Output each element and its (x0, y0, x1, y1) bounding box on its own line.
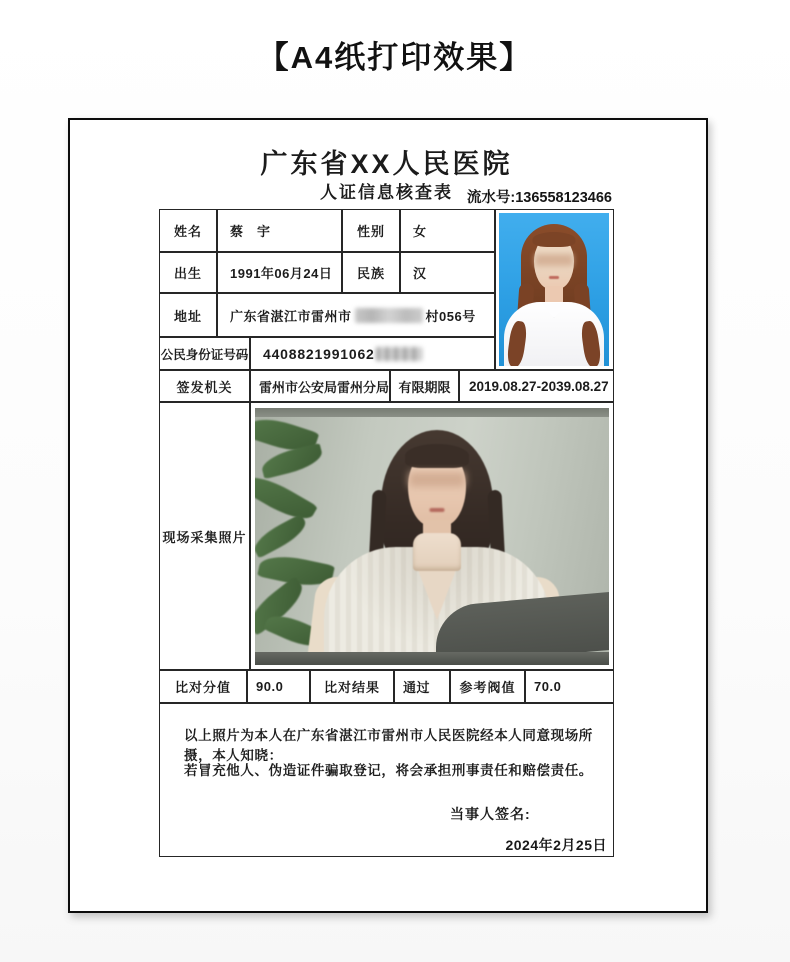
birth-label-cell: 出生 (159, 252, 217, 293)
score-label-cell: 比对分值 (159, 670, 247, 703)
address-label-cell: 地址 (159, 293, 217, 337)
id-photo-bangs (533, 232, 576, 247)
photo-top-band (255, 408, 609, 417)
plant-leaf (255, 514, 310, 559)
score-value-cell: 90.0 (247, 670, 310, 703)
id-number-visible: 4408821991062 (263, 345, 375, 362)
id-number-value-cell (250, 337, 495, 370)
document-page (68, 118, 708, 913)
threshold-label-cell: 参考阀值 (450, 670, 525, 703)
statement-cell (159, 703, 614, 857)
name-value-cell: 蔡 宇 (217, 209, 342, 252)
form-title: 人证信息核查表 (320, 183, 453, 202)
subject-mouth (430, 508, 445, 512)
id-photo (499, 213, 609, 366)
threshold-value-cell: 70.0 (525, 670, 614, 703)
banner-title: 【A4纸打印效果】 (257, 40, 533, 75)
live-photo (255, 408, 609, 665)
subject-turtleneck (413, 533, 461, 571)
issuer-label-cell: 签发机关 (159, 370, 250, 402)
address-prefix: 广东省湛江市雷州市 (230, 308, 352, 324)
validity-value-cell: 2019.08.27-2039.08.27 (459, 370, 614, 402)
result-label-cell: 比对结果 (310, 670, 394, 703)
result-value-cell: 通过 (394, 670, 450, 703)
statement-line-2: 若冒充他人、伪造证件骗取登记，将会承担刑事责任和赔偿责任。 (184, 763, 593, 778)
ethnicity-value-cell: 汉 (400, 252, 495, 293)
birth-value-cell: 1991年06月24日 (217, 252, 342, 293)
photo-desk-edge (255, 652, 609, 665)
serial-number: 流水号:136558123466 (466, 190, 612, 206)
gender-value-cell: 女 (400, 209, 495, 252)
id-number-label-cell: 公民身份证号码 (159, 337, 250, 370)
id-photo-eye-blur (535, 254, 573, 266)
address-value-cell (217, 293, 495, 337)
id-photo-neck (545, 286, 563, 302)
address-suffix: 村056号 (425, 308, 476, 324)
gender-label-cell: 性别 (342, 209, 400, 252)
subject-bangs (405, 444, 469, 468)
validity-label-cell: 有限期限 (390, 370, 459, 402)
hospital-title: 广东省XX人民医院 (260, 149, 513, 179)
form-date: 2024年2月25日 (505, 837, 607, 853)
id-photo-mouth (549, 276, 559, 279)
live-photo-cell (250, 402, 614, 670)
address-redaction-blur (355, 308, 423, 323)
ethnicity-label-cell: 民族 (342, 252, 400, 293)
name-label-cell: 姓名 (159, 209, 217, 252)
id-number-redaction-blur (376, 347, 422, 361)
subject-eye-blur (409, 472, 465, 487)
issuer-value-cell: 雷州市公安局雷州分局 (250, 370, 390, 402)
id-photo-cell (495, 209, 614, 370)
live-photo-label-cell: 现场采集照片 (159, 402, 250, 670)
signature-label: 当事人签名: (450, 806, 531, 822)
statement-line-1: 以上照片为本人在广东省湛江市雷州市人民医院经本人同意现场所摄，本人知晓： (184, 728, 593, 763)
